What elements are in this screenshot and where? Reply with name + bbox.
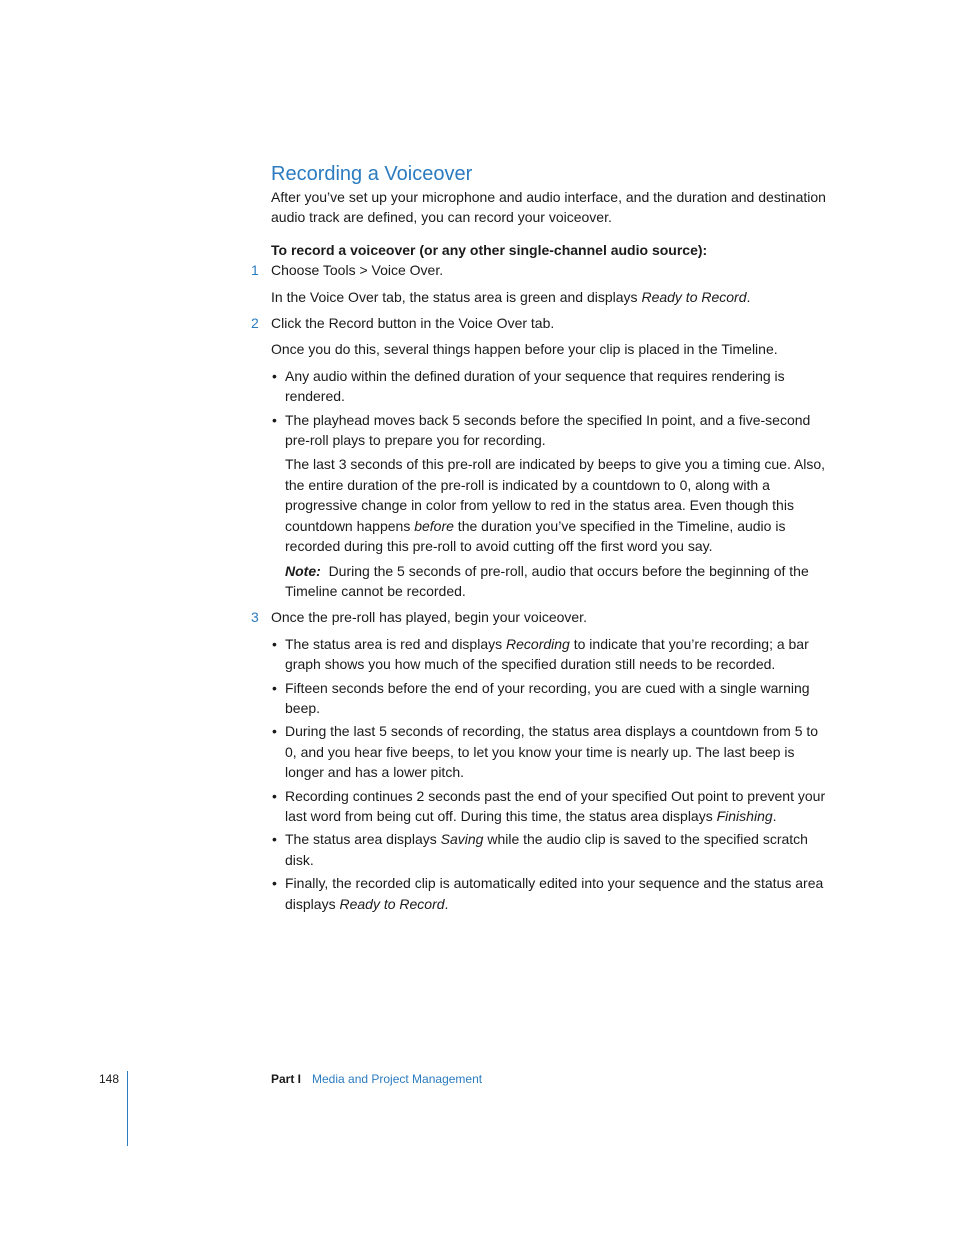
paragraph-text: The last 3 seconds of this pre-roll are indicated by beeps to give you a timing cue. Also, the entire duration of the pre-roll is indicated by a countdown to 0, along with a progressive change in color from yellow to red in the status area. Even though this countdown happens [285, 456, 826, 534]
status-label: Ready to Record [641, 288, 747, 305]
status-label: Saving [440, 831, 484, 848]
bullet-icon: • [272, 367, 277, 384]
list-item-text: The status area displays [285, 831, 441, 848]
bullet-icon: • [272, 635, 277, 652]
step-text: Click the Record button in the Voice Over tab. [271, 315, 555, 332]
paragraph-text-end: the duration you’ve specified in the Timeline, audio is recorded during this pre-roll to avoid cutting off the first word you say. [285, 517, 786, 555]
intro-paragraph: After you’ve set up your microphone and audio interface, and the duration and destination audio track are defined, you can record your voiceover. [271, 189, 826, 226]
list-item [271, 829, 831, 870]
page-number: 148 [99, 1072, 120, 1086]
list-item-text: The status area is red and displays [285, 635, 507, 652]
list-item-text: Fifteen seconds before the end of your recording, you are cued with a single warning beep. [285, 679, 810, 716]
status-label: Ready to Record [339, 895, 445, 912]
pre-roll-paragraph [271, 454, 831, 556]
step-number: 3 [251, 609, 259, 626]
body-content [251, 187, 831, 914]
step-2-bullet-list [271, 366, 831, 451]
step-1-result [271, 287, 831, 307]
step-2 [251, 313, 831, 333]
section-heading: Recording a Voiceover [271, 163, 473, 185]
list-item [271, 786, 831, 827]
footer-divider [127, 1071, 128, 1146]
bullet-icon: • [272, 679, 277, 696]
step-2-result: Once you do this, several things happen before your clip is placed in the Timeline. [271, 341, 778, 358]
bullet-icon: • [272, 831, 277, 848]
step-text: Once the pre-roll has played, begin your voiceover. [271, 609, 587, 626]
status-label: Finishing [716, 807, 773, 824]
list-item-text: Finally, the recorded clip is automatically edited into your sequence and the status area displays [285, 875, 824, 912]
note-text: During the 5 seconds of pre-roll, audio that occurs before the beginning of the Timeline cannot be recorded. [285, 562, 809, 599]
list-item-text: The playhead moves back 5 seconds before the specified In point, and a five-second pre-roll plays to prepare you for recording. [285, 411, 811, 449]
bullet-icon: • [272, 411, 277, 428]
footer-part-title: Media and Project Management [312, 1072, 483, 1086]
list-item [271, 721, 831, 782]
task-title: To record a voiceover (or any other single-channel audio source): [271, 241, 708, 258]
list-item [271, 873, 831, 914]
list-item-text-end: . [444, 895, 449, 912]
step-number: 1 [251, 262, 259, 279]
step-number: 2 [251, 315, 259, 332]
list-item [271, 678, 831, 719]
result-text-end: . [746, 288, 751, 305]
note-label: Note: [285, 562, 321, 579]
step-text: Choose Tools > Voice Over. [271, 262, 444, 279]
note-paragraph [271, 561, 831, 602]
step-3-bullet-list [271, 634, 831, 914]
footer-part-label: Part I [271, 1072, 302, 1086]
emphasis: before [414, 517, 454, 534]
list-item-text: Any audio within the defined duration of your sequence that requires rendering is rendered. [285, 367, 785, 405]
list-item-text-end: while the audio clip is saved to the specified scratch disk. [285, 831, 808, 868]
list-item-text-end: . [772, 807, 777, 824]
list-item-text-end: to indicate that you’re recording; a bar graph shows you how much of the specified duration still needs to be recorded. [285, 635, 809, 673]
bullet-icon: • [272, 723, 277, 740]
result-text: In the Voice Over tab, the status area is green and displays [271, 288, 642, 305]
step-1 [251, 260, 831, 280]
list-item [271, 634, 831, 675]
bullet-icon: • [272, 787, 277, 804]
step-3 [251, 607, 831, 627]
list-item [271, 366, 831, 407]
status-label: Recording [506, 635, 570, 652]
list-item-text: Recording continues 2 seconds past the end of your specified Out point to prevent your last word from being cut off. During this time, the status area displays [285, 787, 826, 824]
list-item-text: During the last 5 seconds of recording, the status area displays a countdown from 5 to 0, and you hear five beeps, to let you know your time is nearly up. The last beep is longer and has a lower pitch. [285, 723, 819, 781]
list-item [271, 410, 831, 451]
bullet-icon: • [272, 875, 277, 892]
